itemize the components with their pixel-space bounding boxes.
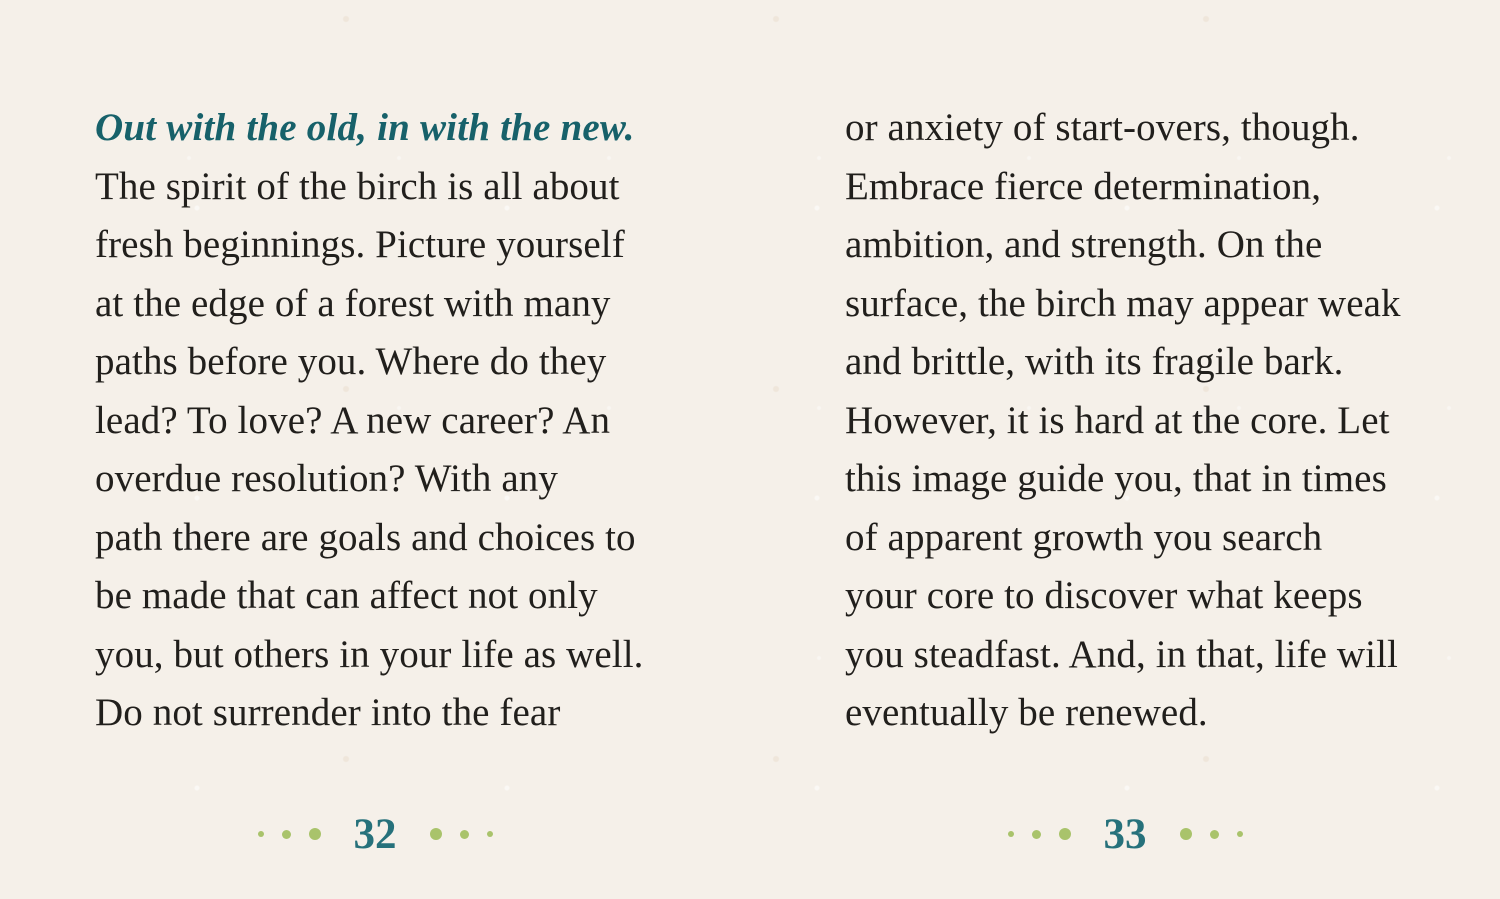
text-line: and brittle, with its fragile bark. <box>845 340 1344 383</box>
text-line: you, but others in your life as well. <box>95 632 644 676</box>
page-number: 32 <box>353 810 397 858</box>
text-line: of apparent growth you search <box>845 515 1323 559</box>
ornament-dot-icon <box>1237 831 1243 837</box>
ornament-dot-icon <box>460 830 469 839</box>
text-line: be made that can affect not only <box>95 574 598 617</box>
text-line: ambition, and strength. On the <box>845 223 1323 266</box>
text-line: at the edge of a forest with many <box>95 281 611 325</box>
ornament-dot-icon <box>1210 830 1219 839</box>
text-line: fresh beginnings. Picture yourself <box>95 223 625 266</box>
section-heading: Out with the old, in with the new. <box>95 106 635 149</box>
text-line: path there are goals and choices to <box>95 515 636 559</box>
text-line: The spirit of the birch is all about <box>95 164 620 208</box>
text-line: Embrace fierce determination, <box>845 164 1322 208</box>
ornament-dot-icon <box>309 828 321 840</box>
page-number: 33 <box>1103 810 1147 858</box>
ornament-dot-icon <box>1008 831 1014 837</box>
ornament-dot-icon <box>258 831 264 837</box>
left-page-footer <box>0 806 750 862</box>
ornament-dot-icon <box>430 828 442 840</box>
text-line: your core to discover what keeps <box>845 574 1363 617</box>
text-line: paths before you. Where do they <box>95 340 607 383</box>
text-line: surface, the birch may appear weak <box>845 281 1401 325</box>
text-line: However, it is hard at the core. Let <box>845 398 1390 442</box>
right-page-text <box>845 99 1445 743</box>
right-page-footer <box>750 806 1500 862</box>
ornament-dot-icon <box>282 830 291 839</box>
text-line: lead? To love? A new career? An <box>95 398 611 442</box>
ornament-dot-icon <box>1180 828 1192 840</box>
text-line: you steadfast. And, in that, life will <box>845 632 1398 676</box>
ornament-dot-icon <box>487 831 493 837</box>
text-line: eventually be renewed. <box>845 691 1208 734</box>
ornament-dot-icon <box>1059 828 1071 840</box>
right-page <box>750 0 1500 899</box>
left-page-text <box>95 99 695 743</box>
text-line: Do not surrender into the fear <box>95 691 561 734</box>
ornament-dot-icon <box>1032 830 1041 839</box>
text-line: or anxiety of start-overs, though. <box>845 106 1360 149</box>
text-line: this image guide you, that in times <box>845 457 1387 500</box>
text-line: overdue resolution? With any <box>95 457 558 500</box>
